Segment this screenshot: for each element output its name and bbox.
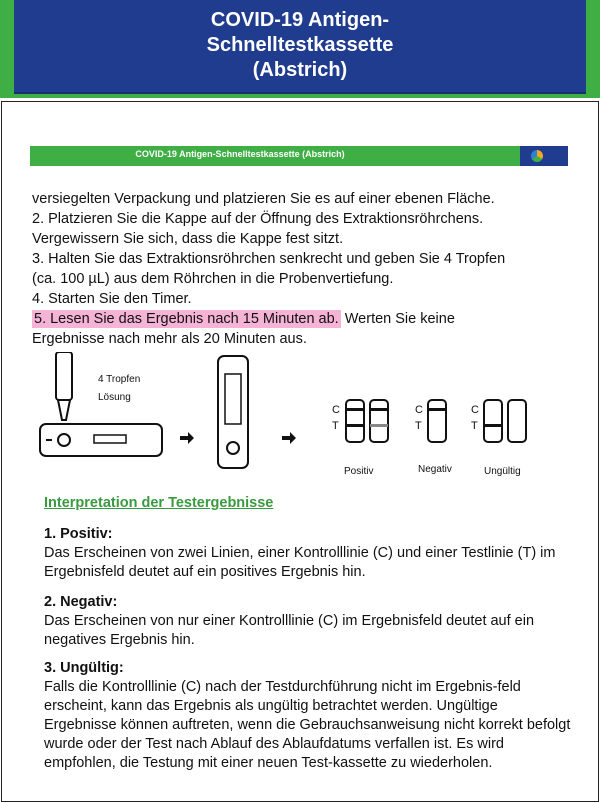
- cassette-horizontal-icon: [40, 424, 162, 456]
- extraction-tube-icon: [56, 352, 72, 427]
- document-header-band: [30, 146, 568, 166]
- instruction-steps: [32, 189, 577, 349]
- title-banner-panel: [14, 0, 586, 94]
- positive-body: Das Erscheinen von zwei Linien, einer Kontrolllinie (C) und einer Testlinie (T) im Ergebnisfeld deutet auf ein positives Ergebnis hin.: [44, 545, 556, 580]
- procedure-figure: [32, 352, 577, 487]
- step-5-line-2: Ergebnisse nach mehr als 20 Minuten aus.: [32, 331, 307, 347]
- arrow-right-icon-2: [282, 432, 296, 444]
- negative-title: 2. Negativ:: [44, 594, 118, 610]
- arrow-right-icon: [180, 432, 194, 444]
- invalid-body: Falls die Kontrolllinie (C) nach der Testdurchführung nicht im Ergebnis-feld erscheint, kann das Ergebnis als ungültig betrachtet werden. Ungültige Ergebnisse können auftreten, wenn die Gebrauchsanweisung nicht korrekt befolgt wurde oder der Test nach Ablauf des Ablaufdatums verfallen ist. Es wird empfohlen, die Testung mit einer neuen Test-kassette zu wiederholen.: [44, 679, 571, 771]
- control-line-label-invalid: C: [471, 404, 479, 416]
- positive-label: Positiv: [344, 466, 374, 477]
- cassette-vertical-icon: [218, 356, 248, 468]
- logo-icon: [531, 150, 543, 162]
- test-line-label-invalid: T: [471, 420, 478, 432]
- result-positive-icon: [346, 400, 388, 442]
- page-title-line-3: (Abstrich): [252, 59, 348, 81]
- step-1-continued: versiegelten Verpackung und platzieren Sie es auf einer ebenen Fläche.: [32, 191, 495, 207]
- result-invalid-icon: [484, 400, 526, 442]
- document-page: [1, 101, 599, 802]
- invalid-title: 3. Ungültig:: [44, 660, 124, 676]
- brand-logo: [520, 146, 568, 166]
- negative-label: Negativ: [418, 464, 452, 475]
- interpretation-heading: Interpretation der Testergebnisse: [44, 495, 274, 511]
- step-3-line-2: (ca. 100 µL) aus dem Röhrchen in die Probenvertiefung.: [32, 271, 394, 287]
- step-4: 4. Starten Sie den Timer.: [32, 291, 192, 307]
- drops-label-1: 4 Tropfen: [98, 374, 141, 385]
- step-5-rest: Werten Sie keine: [340, 311, 455, 327]
- page-title-line-1: COVID-19 Antigen-: [210, 9, 390, 31]
- step-2-line-1: 2. Platzieren Sie die Kappe auf der Öffnung des Extraktionsröhrchens.: [32, 211, 484, 227]
- positive-title: 1. Positiv:: [44, 526, 113, 542]
- page-title-line-2: Schnelltestkassette: [206, 34, 394, 56]
- step-3-line-1: 3. Halten Sie das Extraktionsröhrchen senkrecht und geben Sie 4 Tropfen: [32, 251, 506, 267]
- test-line-label-negative: T: [415, 420, 422, 432]
- control-line-label-negative: C: [415, 404, 423, 416]
- step-5-line-1: [32, 309, 577, 329]
- drops-label-2: Lösung: [98, 392, 131, 403]
- step-5-highlight: 5. Lesen Sie das Ergebnis nach 15 Minuten ab.: [34, 311, 339, 327]
- invalid-label: Ungültig: [484, 466, 521, 477]
- page-title: [14, 8, 586, 83]
- negative-body: Das Erscheinen von nur einer Kontrolllinie (C) im Ergebnisfeld deutet auf ein negatives Ergebnis hin.: [44, 613, 535, 648]
- step-2-line-2: Vergewissern Sie sich, dass die Kappe fest sitzt.: [32, 231, 344, 247]
- document-header-text: COVID-19 Antigen-Schnelltestkassette (Abstrich): [135, 149, 345, 159]
- title-banner: [0, 0, 600, 98]
- result-negative-icon: [428, 400, 446, 442]
- test-line-label: T: [332, 420, 339, 432]
- control-line-label: C: [332, 404, 340, 416]
